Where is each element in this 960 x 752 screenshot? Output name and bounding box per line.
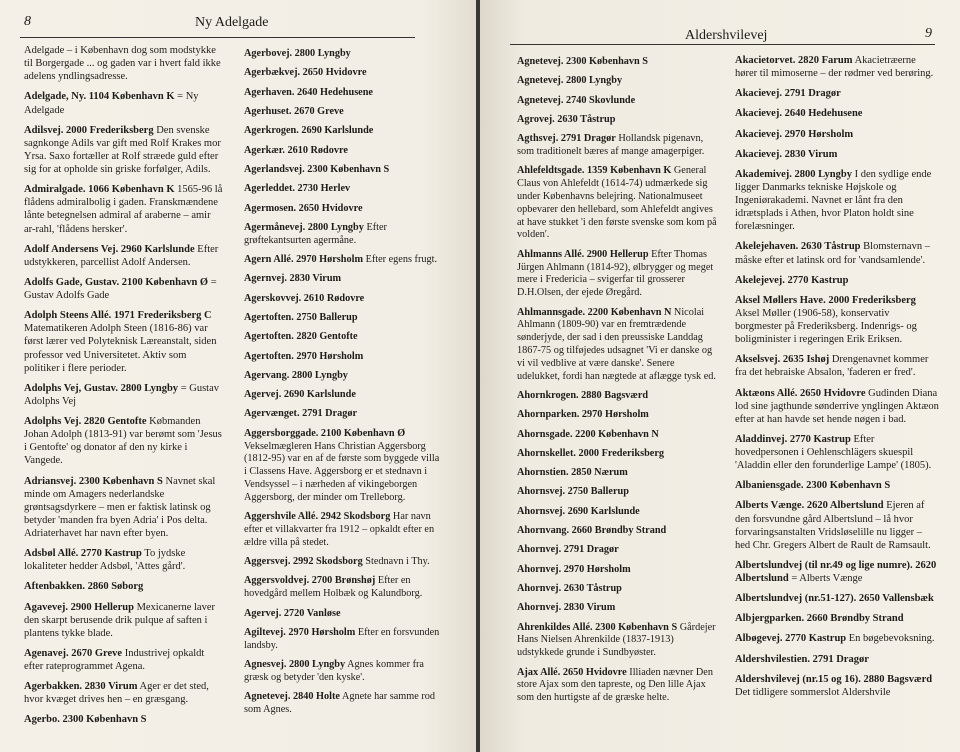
entry-headword: Albertslundvej (til nr.49 og lige numre). 2620 Albertslund bbox=[735, 559, 937, 584]
entry-headword: Adilsvej. 2000 Frederiksberg bbox=[24, 124, 154, 136]
entry-text: = Alberts Vænge bbox=[791, 573, 863, 584]
entry-headword: Ahornstien. 2850 Nærum bbox=[517, 467, 628, 479]
entry-headword: Agerhaven. 2640 Hedehusene bbox=[244, 86, 373, 98]
dictionary-entry bbox=[244, 48, 442, 61]
entry-headword: Agiltevej. 2970 Hørsholm bbox=[244, 626, 356, 638]
column-right-2 bbox=[735, 54, 939, 706]
dictionary-entry bbox=[24, 580, 224, 593]
dictionary-entry bbox=[735, 148, 939, 161]
dictionary-entry bbox=[517, 622, 719, 660]
entry-headword: Agnetevej. 2840 Holte bbox=[244, 691, 340, 703]
dictionary-entry bbox=[244, 125, 442, 138]
entry-headword: Albertslundvej (nr.51-127). 2650 Vallensbæk bbox=[735, 593, 934, 605]
dictionary-entry bbox=[517, 307, 719, 384]
running-head: Aldershvilevej bbox=[685, 28, 768, 43]
dictionary-entry bbox=[735, 274, 939, 287]
dictionary-entry bbox=[735, 87, 939, 100]
entry-headword: Adolphs Vej, Gustav. 2800 Lyngby bbox=[24, 382, 179, 394]
entry-headword: Agerhuset. 2670 Greve bbox=[244, 105, 344, 117]
entry-headword: Aksel Møllers Have. 2000 Frederiksberg bbox=[735, 294, 916, 306]
entry-text: General Claus von Ahlefeldt (1614-74) udmærkede sig under Københavns belejring. Nationalmuseet opbevarer den hellebard, som Ahlefeldt angives at have stukket 'i den første svenske som kom på volden'. bbox=[517, 165, 717, 241]
entry-headword: Agerkær. 2610 Rødovre bbox=[244, 144, 348, 156]
header-rule bbox=[510, 44, 935, 45]
entry-headword: Agerbakken. 2830 Virum bbox=[24, 681, 138, 693]
entry-headword: Aldershvilevej (nr.15 og 16). 2880 Bagsværd bbox=[735, 673, 933, 685]
dictionary-entry bbox=[735, 294, 939, 347]
dictionary-entry bbox=[735, 673, 939, 699]
entry-headword: Aggersborggade. 2100 København Ø bbox=[244, 427, 406, 439]
dictionary-entry bbox=[517, 448, 719, 461]
entry-headword: Akacievej. 2791 Dragør bbox=[735, 88, 841, 100]
header-rule bbox=[20, 37, 415, 38]
entry-headword: Akacietorvet. 2820 Farum bbox=[735, 55, 853, 66]
dictionary-entry bbox=[735, 433, 939, 472]
dictionary-entry bbox=[735, 592, 939, 605]
entry-headword: Ahornkrogen. 2880 Bagsværd bbox=[517, 389, 649, 401]
entry-headword: Agerskovvej. 2610 Rødovre bbox=[244, 292, 365, 304]
entry-headword: Agern Allé. 2970 Hørsholm bbox=[244, 253, 364, 265]
entry-headword: Albøgevej. 2770 Kastrup bbox=[735, 633, 847, 645]
entry-headword: Admiralgade. 1066 København K bbox=[24, 184, 175, 196]
entry-headword: Alberts Vænge. 2620 Albertslund bbox=[735, 500, 884, 512]
entry-text: Vekselmægleren Hans Christian Aggersborg (1812-95) var en af de første som byggede villa i Classens Have. Aggersborg er et stednavn i Vendsyssel – i nærheden af vikingeborgen Aggersborg, der minder om Trelleborg. bbox=[244, 440, 440, 503]
dictionary-entry bbox=[244, 183, 442, 196]
entry-headword: Ahornvej. 2791 Dragør bbox=[517, 544, 619, 556]
dictionary-entry bbox=[735, 632, 939, 645]
entry-text: Adelgade – i København dog som modstykke til Borgergade ... og gaden var i hvert fald ikke adelens yndlingsadresse. bbox=[24, 45, 221, 83]
entry-text: Blomsternavn – måske efter et latinsk ord for 'vandsamlende'. bbox=[735, 241, 930, 266]
dictionary-entry bbox=[517, 525, 719, 538]
entry-headword: Agerkrogen. 2690 Karlslunde bbox=[244, 125, 374, 137]
dictionary-entry bbox=[517, 114, 719, 127]
entry-text: Aksel Møller (1906-58), konservativ borgmester på Frederiksberg. Indenrigs- og boligminister i regeringen Erik Eriksen. bbox=[735, 307, 917, 346]
page-number: 8 bbox=[24, 14, 31, 29]
entry-headword: Agervang. 2800 Lyngby bbox=[244, 369, 348, 381]
entry-headword: Aggersvej. 2992 Skodsborg bbox=[244, 556, 363, 568]
entry-headword: Agernvej. 2830 Virum bbox=[244, 273, 342, 285]
entry-headword: Agerbo. 2300 København S bbox=[24, 714, 147, 726]
entry-headword: Agervej. 2690 Karlslunde bbox=[244, 389, 356, 401]
entry-headword: Agermånevej. 2800 Lyngby bbox=[244, 221, 364, 233]
entry-headword: Agerlandsvej. 2300 København S bbox=[244, 163, 390, 175]
entry-headword: Agenavej. 2670 Greve bbox=[24, 647, 123, 659]
dictionary-entry bbox=[24, 90, 224, 116]
entry-headword: Akelejevej. 2770 Kastrup bbox=[735, 274, 849, 286]
entry-text: Illiaden nævner Den store Ajax som den tapreste, og Den lille Ajax som den hurtigste af de græske helte. bbox=[517, 666, 713, 704]
entry-text: Drengenavnet kommer fra det hebraiske Absalon, 'faderen er fred'. bbox=[735, 354, 929, 379]
dictionary-entry bbox=[735, 168, 939, 234]
entry-headword: Agertoften. 2820 Gentofte bbox=[244, 331, 358, 343]
entry-headword: Ahornsvej. 2690 Karlslunde bbox=[517, 505, 640, 517]
dictionary-entry bbox=[24, 382, 224, 408]
entry-headword: Ahornvang. 2660 Brøndby Strand bbox=[517, 525, 667, 537]
entry-text: Efter en forsvunden landsby. bbox=[244, 626, 440, 651]
entry-headword: Albjergparken. 2660 Brøndby Strand bbox=[735, 613, 904, 625]
dictionary-entry bbox=[244, 608, 442, 621]
dictionary-entry bbox=[244, 575, 442, 601]
dictionary-entry bbox=[244, 203, 442, 216]
entry-text: To jydske lokaliteter hedder Adsbøl, 'Attes gård'. bbox=[24, 548, 186, 573]
entry-headword: Agnetevej. 2740 Skovlunde bbox=[517, 94, 636, 106]
dictionary-entry bbox=[24, 601, 224, 640]
dictionary-entry bbox=[244, 222, 442, 248]
entry-headword: Aggersvoldvej. 2700 Brønshøj bbox=[244, 575, 376, 587]
dictionary-entry bbox=[244, 370, 442, 383]
entry-headword: Ahrenkildes Allé. 2300 København S bbox=[517, 621, 678, 633]
dictionary-entry bbox=[735, 54, 939, 80]
entry-headword: Ahornsvej. 2750 Ballerup bbox=[517, 486, 629, 498]
entry-headword: Adelgade, Ny. 1104 København K bbox=[24, 91, 175, 103]
entry-headword: Agervænget. 2791 Dragør bbox=[244, 408, 358, 420]
dictionary-entry bbox=[517, 165, 719, 242]
dictionary-entry bbox=[244, 351, 442, 364]
dictionary-entry bbox=[735, 559, 939, 585]
entry-text: Efter Thomas Jürgen Ahlmann (1814-92), ølbrygger og meget mere i Fredericia – svigerfar til grosserer D.H.Olsen, der ejede Øregård. bbox=[517, 248, 714, 299]
entry-headword: Akacievej. 2830 Virum bbox=[735, 148, 838, 160]
dictionary-entry bbox=[24, 475, 224, 541]
dictionary-entry bbox=[735, 479, 939, 492]
dictionary-entry bbox=[24, 44, 224, 83]
entry-headword: Aftenbakken. 2860 Søborg bbox=[24, 581, 144, 593]
entry-headword: Adolfs Gade, Gustav. 2100 København Ø bbox=[24, 276, 209, 288]
entry-headword: Adolphs Vej. 2820 Gentofte bbox=[24, 416, 147, 427]
column-right-1 bbox=[517, 56, 719, 712]
entry-headword: Akademivej. 2800 Lyngby bbox=[735, 168, 852, 180]
dictionary-entry bbox=[24, 183, 224, 236]
dictionary-entry bbox=[244, 428, 442, 505]
dictionary-entry bbox=[244, 293, 442, 306]
dictionary-entry bbox=[735, 612, 939, 625]
entry-text: Mexicanerne laver den skarpt berusende drik pulque af saften i plantens tykke blade. bbox=[24, 601, 215, 639]
entry-headword: Agnesvej. 2800 Lyngby bbox=[244, 658, 346, 670]
dictionary-entry bbox=[517, 486, 719, 499]
entry-headword: Aldershvilestien. 2791 Dragør bbox=[735, 653, 869, 665]
dictionary-entry bbox=[735, 128, 939, 141]
entry-headword: Agertoften. 2750 Ballerup bbox=[244, 311, 358, 323]
entry-headword: Akelejehaven. 2630 Tåstrup bbox=[735, 241, 861, 253]
dictionary-entry bbox=[517, 56, 719, 69]
entry-text: Nicolai Ahlmann (1809-90) var en fremtrædende sønderjyde, der sad i den preussiske Landdag 1867-75 og tilføjedes udsagnet 'Vi er danske og vi vil vedblive at være danske'. Senere udelukket, fordi han nægtede at aflægge tysk ed. bbox=[517, 306, 716, 382]
entry-headword: Agavevej. 2900 Hellerup bbox=[24, 601, 134, 613]
entry-headword: Akselsvej. 2635 Ishøj bbox=[735, 354, 830, 366]
entry-headword: Ahornskellet. 2000 Frederiksberg bbox=[517, 447, 664, 459]
entry-text: Efter en hovedgård mellem Holbæk og Kalundborg. bbox=[244, 575, 423, 600]
left-page bbox=[0, 0, 478, 752]
dictionary-entry bbox=[24, 547, 224, 573]
dictionary-entry bbox=[517, 583, 719, 596]
dictionary-entry bbox=[517, 564, 719, 577]
page-number: 9 bbox=[925, 26, 932, 41]
entry-headword: Adolph Steens Allé. 1971 Frederiksberg C bbox=[24, 310, 212, 322]
dictionary-entry bbox=[244, 273, 442, 286]
dictionary-entry bbox=[244, 556, 442, 569]
entry-headword: Aladdinvej. 2770 Kastrup bbox=[735, 433, 851, 445]
entry-text: Købmanden Johan Adolph (1813-91) var berømt som 'Jesus i Gentofte' og donator af den ny kirke i Vangede. bbox=[24, 416, 222, 467]
entry-headword: Ahlmannsgade. 2200 København N bbox=[517, 306, 672, 318]
entry-headword: Ahlmanns Allé. 2900 Hellerup bbox=[517, 248, 649, 260]
dictionary-entry bbox=[244, 408, 442, 421]
dictionary-entry bbox=[244, 691, 442, 717]
dictionary-entry bbox=[244, 659, 442, 685]
entry-headword: Adriansvej. 2300 København S bbox=[24, 475, 163, 487]
dictionary-entry bbox=[244, 511, 442, 549]
entry-headword: Agertoften. 2970 Hørsholm bbox=[244, 350, 364, 362]
dictionary-entry bbox=[24, 680, 224, 706]
dictionary-entry bbox=[735, 353, 939, 379]
entry-text: Agnes kommer fra græsk og betyder 'den kyske'. bbox=[244, 658, 424, 683]
entry-headword: Agermosen. 2650 Hvidovre bbox=[244, 202, 363, 214]
entry-text: Agnete har samme rod som Agnes. bbox=[244, 691, 436, 715]
dictionary-entry bbox=[244, 106, 442, 119]
entry-text: = Gustav Adolfs Gade bbox=[24, 276, 217, 301]
entry-text: I den sydlige ende ligger Danmarks tekniske Højskole og Ingeniørakademi. Navnet er lånt fra den idrætsplads i Athen, hvor Platon holdt sine forelæsninger. bbox=[735, 168, 932, 233]
dictionary-entry bbox=[244, 87, 442, 100]
entry-text: = Ny Adelgade bbox=[24, 91, 199, 116]
dictionary-entry bbox=[24, 276, 224, 302]
entry-text: Stednavn i Thy. bbox=[365, 556, 430, 568]
entry-headword: Albaniensgade. 2300 København S bbox=[735, 480, 891, 492]
entry-text: Efter egens frugt. bbox=[365, 253, 438, 265]
dictionary-entry bbox=[244, 627, 442, 653]
column-left-2 bbox=[244, 48, 442, 723]
dictionary-entry bbox=[244, 389, 442, 402]
dictionary-entry bbox=[24, 243, 224, 269]
entry-headword: Ahlefeldtsgade. 1359 København K bbox=[517, 165, 672, 177]
entry-headword: Agerleddet. 2730 Herlev bbox=[244, 183, 351, 195]
entry-text: Efter grøftekantsurten agermåne. bbox=[244, 221, 387, 246]
dictionary-entry bbox=[244, 164, 442, 177]
dictionary-entry bbox=[244, 67, 442, 80]
right-page bbox=[480, 0, 960, 752]
entry-headword: Akacievej. 2970 Hørsholm bbox=[735, 128, 854, 140]
entry-text: Den svenske sagnkonge Adils var gift med Rolf Krakes mor Yrsa. Saxo fortæller at Rolf stræede guld efter sig for at opholde sin griske forfølger, Adils. bbox=[24, 124, 221, 175]
dictionary-entry bbox=[517, 133, 719, 159]
dictionary-entry bbox=[517, 602, 719, 615]
entry-text: Navnet skal minde om Amagers nederlandske grøntsagsdyrkere – men er faktisk latinsk og betyder 'manden fra byen Adria' i Pos delta. Adriaterhavet har navn efter byen. bbox=[24, 475, 216, 539]
entry-text: Matematikeren Adolph Steen (1816-86) var først lærer ved Polyteknisk Læreanstalt, siden professor ved Universitetet. Aktiv som politiker i flere perioder. bbox=[24, 323, 217, 374]
entry-headword: Akacievej. 2640 Hedehusene bbox=[735, 108, 863, 120]
entry-headword: Ahornvej. 2970 Hørsholm bbox=[517, 563, 631, 575]
entry-headword: Agerbækvej. 2650 Hvidovre bbox=[244, 67, 367, 79]
dictionary-entry bbox=[735, 240, 939, 266]
dictionary-entry bbox=[517, 95, 719, 108]
entry-headword: Agerbovej. 2800 Lyngby bbox=[244, 48, 351, 59]
entry-headword: Agrovej. 2630 Tåstrup bbox=[517, 113, 616, 125]
entry-text: Ager er det sted, hvor kvæget drives hen – en græsgang. bbox=[24, 681, 209, 706]
dictionary-entry bbox=[735, 499, 939, 552]
entry-text: Efter udstykkeren, parcellist Adolf Andersen. bbox=[24, 243, 219, 268]
running-head: Ny Adelgade bbox=[195, 15, 269, 30]
entry-headword: Agnetevej. 2300 København S bbox=[517, 56, 648, 67]
entry-text: 1565-96 lå flådens admiralbolig i gaden. Franskmændene lånte betegnelsen admiral af araberne – amir ar-rahl, 'flådens hersker'. bbox=[24, 184, 223, 235]
entry-text: Ejeren af den forsvundne gård Albertslund – lå hvor forvaringsanstalten Vridsløselille nu ligger – hed Chr. Gregers Albert de Rault de Ramsault. bbox=[735, 500, 931, 551]
entry-headword: Agthsvej. 2791 Dragør bbox=[517, 133, 616, 145]
entry-headword: Adsbøl Allé. 2770 Kastrup bbox=[24, 548, 142, 560]
dictionary-entry bbox=[24, 415, 224, 468]
dictionary-entry bbox=[24, 647, 224, 673]
dictionary-entry bbox=[244, 254, 442, 267]
dictionary-entry bbox=[244, 331, 442, 344]
dictionary-entry bbox=[517, 409, 719, 422]
dictionary-entry bbox=[517, 667, 719, 705]
entry-text: Gårdejer Hans Nielsen Ahrenkilde (1837-1913) udstykkede grunde i Sundbyøster. bbox=[517, 621, 716, 659]
entry-headword: Aktæons Allé. 2650 Hvidovre bbox=[735, 387, 866, 399]
dictionary-entry bbox=[24, 124, 224, 177]
dictionary-entry bbox=[517, 506, 719, 519]
dictionary-entry bbox=[24, 309, 224, 375]
dictionary-entry bbox=[517, 544, 719, 557]
column-left-1 bbox=[24, 44, 224, 734]
dictionary-entry bbox=[517, 249, 719, 300]
dictionary-entry bbox=[517, 75, 719, 88]
dictionary-entry bbox=[244, 312, 442, 325]
entry-headword: Agnetevej. 2800 Lyngby bbox=[517, 75, 623, 87]
entry-text: = Gustav Adolphs Vej bbox=[24, 382, 219, 407]
entry-headword: Aggershvile Allé. 2942 Skodsborg bbox=[244, 511, 391, 523]
entry-headword: Agervej. 2720 Vanløse bbox=[244, 607, 341, 619]
entry-headword: Ahornparken. 2970 Hørsholm bbox=[517, 409, 649, 421]
entry-headword: Ahornvej. 2630 Tåstrup bbox=[517, 583, 622, 594]
entry-text: Hollandsk pigenavn, som traditionelt bæres af mange amagerpiger. bbox=[517, 133, 705, 158]
dictionary-entry bbox=[517, 467, 719, 480]
dictionary-entry bbox=[517, 390, 719, 403]
entry-headword: Ahornsgade. 2200 København N bbox=[517, 428, 659, 440]
dictionary-entry bbox=[735, 653, 939, 666]
entry-headword: Ahornvej. 2830 Virum bbox=[517, 602, 616, 614]
entry-text: Efter hovedpersonen i Oehlenschlägers skuespil 'Aladdin eller den forunderlige Lampe' (1805). bbox=[735, 433, 932, 472]
entry-text: Det tidligere sommerslot Aldershvile bbox=[735, 686, 891, 698]
dictionary-entry bbox=[517, 429, 719, 442]
entry-text: Gudinden Diana lod sine jagthunde sønderrive ynglingen Aktæon efter at han havde set hende nøgen i bad. bbox=[735, 387, 939, 425]
entry-text: Har navn efter et villakvarter fra 1912 – opkaldt efter en ældre villa på stedet. bbox=[244, 511, 435, 548]
entry-text: En bøgebevoksning. bbox=[848, 633, 935, 645]
dictionary-entry bbox=[735, 387, 939, 426]
dictionary-entry bbox=[735, 107, 939, 120]
entry-headword: Adolf Andersens Vej. 2960 Karlslunde bbox=[24, 243, 195, 255]
dictionary-entry bbox=[244, 145, 442, 158]
entry-text: Industrivej opkaldt efter rateprogrammet Agena. bbox=[24, 647, 205, 672]
entry-headword: Ajax Allé. 2650 Hvidovre bbox=[517, 666, 627, 678]
dictionary-entry bbox=[24, 713, 224, 726]
entry-text: Akacietræerne hører til mimoserne – der rødmer ved berøring. bbox=[735, 55, 934, 80]
